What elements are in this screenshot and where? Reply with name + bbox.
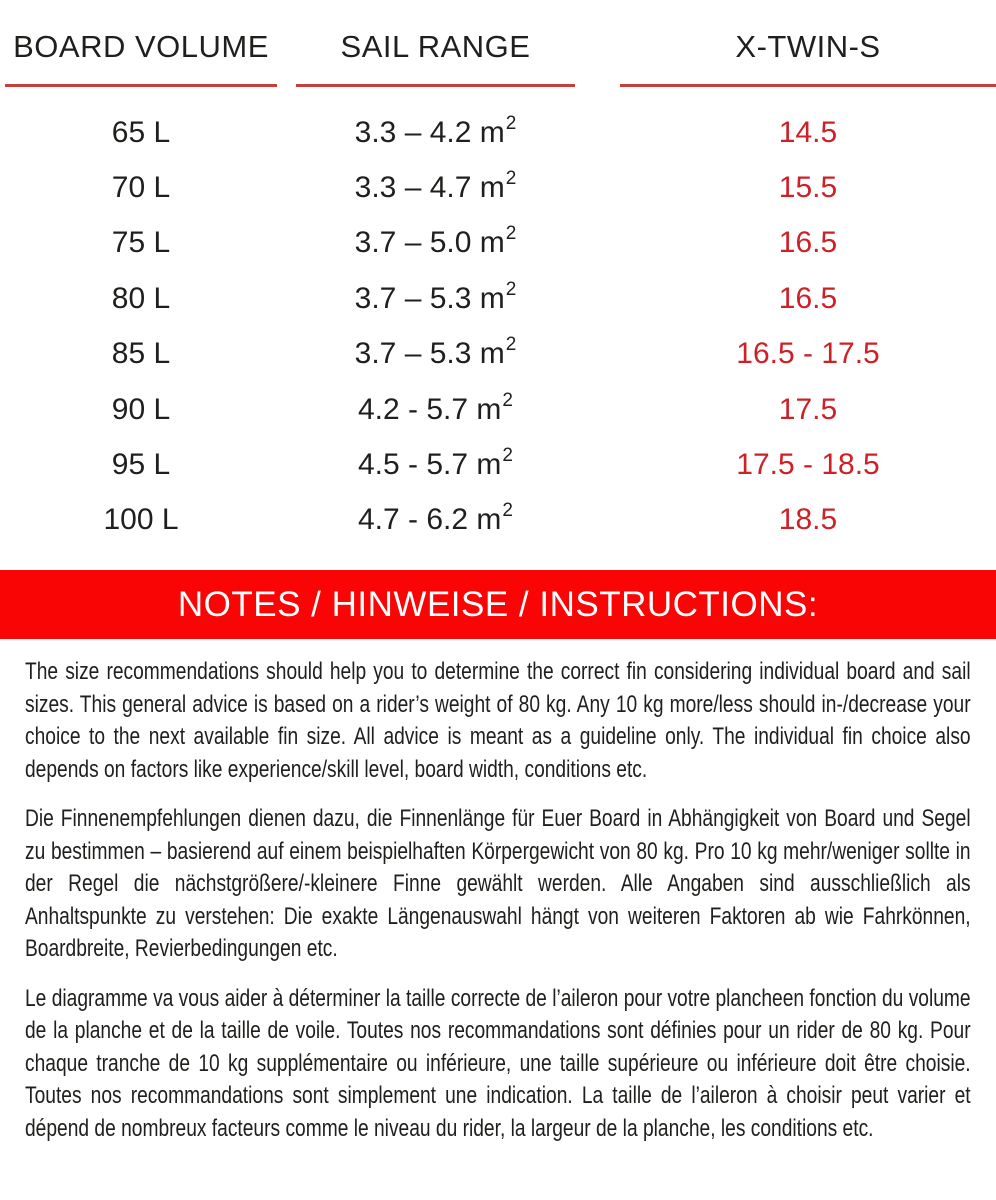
sail-range-cell [296,160,575,215]
fin-size-cell: 18.5 [778,503,838,537]
fin-size-table-header [0,0,996,87]
fin-size-cell: 17.5 - 18.5 [736,448,880,482]
sail-range-text: 3.3 – 4.7 m [354,171,505,205]
board-volume-cell: 95 L [111,448,171,482]
header-underline [296,84,575,87]
sail-range-text: 4.2 - 5.7 m [358,392,502,426]
note-paragraph-german: Die Finnenempfehlungen dienen dazu, die Finnenlänge für Euer Board in Abhängigkeit von Board und Segel zu bestimmen – basierend auf einem beispielhaften Körpergewicht von 80 kg. Pro 10 kg mehr/weniger sollte in der Regel die nächstgrößere/-kleinere Finne gewählt werden. Alle Angaben sind ausschließlich als Anhaltspunkte zu verstehen: Die exakte Längenauswahl hängt von weiteren Faktoren ab wie Fahrkönnen, Boardbreite, Revierbedingungen etc. [25,805,971,963]
fin-size-cell: 17.5 [778,392,838,426]
sail-range-cell [296,271,575,326]
fin-size-table [0,87,996,548]
superscript-2: 2 [505,223,517,245]
sail-range-text: 3.7 – 5.3 m [354,337,505,371]
notes-section [0,639,996,1145]
sail-range-cell [296,382,575,437]
fin-size-cell: 14.5 [778,115,838,149]
column-header-sail-range: SAIL RANGE [340,29,531,64]
header-underline [5,84,277,87]
sail-range-text: 4.7 - 6.2 m [358,503,502,537]
superscript-2: 2 [502,500,513,522]
sail-range-cell [296,437,575,492]
superscript-2: 2 [502,445,513,467]
sail-range-text: 3.7 – 5.3 m [354,281,505,315]
column-header-x-twin-s: X-TWIN-S [735,29,881,64]
fin-size-cell: 15.5 [778,171,838,205]
note-paragraph-english: The size recommendations should help you to determine the correct fin considering individual board and sail sizes. This general advice is based on a rider’s weight of 80 kg. Any 10 kg more/less should in-/decrease your choice to the next available fin size. All advice is meant as a guideline only. The individual fin choice also depends on factors like experience/skill level, board width, conditions etc. [25,658,971,783]
superscript-2: 2 [502,389,513,411]
notes-banner [0,570,996,639]
sail-range-text: 3.3 – 4.2 m [354,115,505,149]
superscript-2: 2 [505,112,517,134]
note-paragraph-french: Le diagramme va vous aider à déterminer la taille correcte de l’aileron pour votre plancheen fonction du volume de la planche et de la taille de voile. Toutes nos recommandations sont définies pour un rider de 80 kg. Pour chaque tranche de 10 kg supplémentaire ou inférieure, une taille supérieure ou inférieure doit être choisie. Toutes nos recommandations sont simplement une indication. La taille de l’aileron à choisir peut varier et dépend de nombreux facteurs comme le niveau du rider, la largeur de la planche, les conditions etc. [25,984,971,1142]
notes-banner-title: NOTES / HINWEISE / INSTRUCTIONS: [177,584,819,624]
board-volume-cell: 100 L [103,503,179,537]
header-underline [620,84,996,87]
fin-size-cell: 16.5 [778,226,838,260]
superscript-2: 2 [505,168,517,190]
board-volume-cell: 85 L [111,337,171,371]
superscript-2: 2 [505,278,517,300]
sail-range-text: 3.7 – 5.0 m [354,226,505,260]
column-header-board-volume: BOARD VOLUME [13,29,269,64]
sail-range-cell [296,216,575,271]
board-volume-cell: 90 L [111,392,171,426]
fin-size-cell: 16.5 [778,281,838,315]
sail-range-cell [296,105,575,160]
sail-range-cell [296,327,575,382]
board-volume-cell: 80 L [111,281,171,315]
sail-range-cell [296,493,575,548]
board-volume-cell: 70 L [111,171,171,205]
sail-range-text: 4.5 - 5.7 m [358,448,502,482]
board-volume-cell: 65 L [111,115,171,149]
fin-size-cell: 16.5 - 17.5 [736,337,880,371]
board-volume-cell: 75 L [111,226,171,260]
superscript-2: 2 [505,334,517,356]
